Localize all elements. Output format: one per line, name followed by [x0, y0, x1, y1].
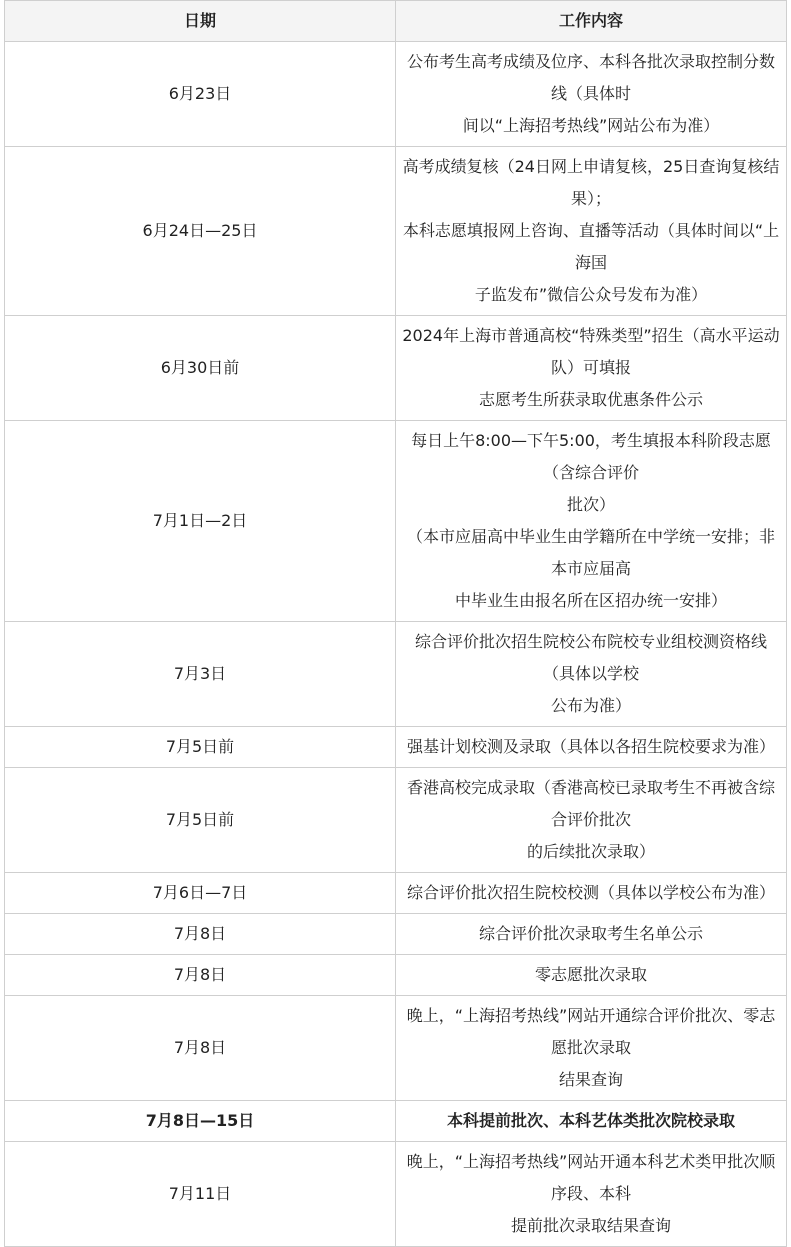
row-work — [396, 996, 787, 1101]
row-work — [396, 727, 787, 768]
row-work — [396, 421, 787, 622]
row-date: 6月24日—25日 — [5, 147, 396, 316]
work-line: 每日上午8:00—下午5:00，考生填报本科阶段志愿（含综合评价 — [411, 431, 771, 482]
table-row — [5, 996, 787, 1101]
table-row — [5, 42, 787, 147]
row-work — [396, 1101, 787, 1142]
table-row — [5, 873, 787, 914]
row-work — [396, 622, 787, 727]
table-row — [5, 1101, 787, 1142]
work-line: 子监发布”微信公众号发布为准） — [474, 285, 708, 304]
work-line: 公布为准） — [550, 696, 631, 715]
row-date: 7月6日—7日 — [5, 873, 396, 914]
work-line: 志愿考生所获录取优惠条件公示 — [478, 390, 703, 409]
admission-schedule-table — [4, 0, 787, 1247]
header-date: 日期 — [5, 1, 396, 42]
work-line: 的后续批次录取） — [526, 842, 655, 861]
header-work: 工作内容 — [396, 1, 787, 42]
work-line: 综合评价批次录取考生名单公示 — [478, 924, 703, 943]
table-row — [5, 727, 787, 768]
row-date: 6月23日 — [5, 42, 396, 147]
work-line: 间以“上海招考热线”网站公布为准） — [462, 116, 720, 135]
row-date: 7月8日 — [5, 955, 396, 996]
table-row — [5, 955, 787, 996]
row-date: 7月8日 — [5, 914, 396, 955]
work-line: 本科提前批次、本科艺体类批次院校录取 — [446, 1111, 735, 1130]
table-row — [5, 768, 787, 873]
row-work — [396, 873, 787, 914]
work-line: 批次） — [566, 495, 615, 514]
work-line: （本市应届高中毕业生由学籍所在中学统一安排；非本市应届高 — [406, 527, 775, 578]
work-line: 提前批次录取结果查询 — [510, 1216, 671, 1235]
row-date: 7月3日 — [5, 622, 396, 727]
work-line: 综合评价批次招生院校校测（具体以学校公布为准） — [406, 883, 775, 902]
row-date: 6月30日前 — [5, 316, 396, 421]
row-date: 7月8日—15日 — [5, 1101, 396, 1142]
row-date: 7月11日 — [5, 1142, 396, 1247]
table-row — [5, 1142, 787, 1247]
row-date: 7月5日前 — [5, 727, 396, 768]
row-work — [396, 1142, 787, 1247]
row-date: 7月1日—2日 — [5, 421, 396, 622]
work-line: 中毕业生由报名所在区招办统一安排） — [454, 591, 727, 610]
table-header-row — [5, 1, 787, 42]
table-row — [5, 622, 787, 727]
row-work — [396, 42, 787, 147]
work-line: 本科志愿填报网上咨询、直播等活动（具体时间以“上海国 — [402, 221, 780, 272]
work-line: 晚上，“上海招考热线”网站开通本科艺术类甲批次顺序段、本科 — [406, 1152, 776, 1203]
work-line: 香港高校完成录取（香港高校已录取考生不再被含综合评价批次 — [406, 778, 775, 829]
work-line: 强基计划校测及录取（具体以各招生院校要求为准） — [406, 737, 775, 756]
table-row — [5, 914, 787, 955]
table-row — [5, 421, 787, 622]
row-work — [396, 147, 787, 316]
work-line: 晚上，“上海招考热线”网站开通综合评价批次、零志愿批次录取 — [406, 1006, 776, 1057]
work-line: 综合评价批次招生院校公布院校专业组校测资格线（具体以学校 — [414, 632, 767, 683]
table-row — [5, 147, 787, 316]
row-date: 7月8日 — [5, 996, 396, 1101]
work-line: 结果查询 — [558, 1070, 623, 1089]
row-work — [396, 914, 787, 955]
work-line: 高考成绩复核（24日网上申请复核，25日查询复核结果）； — [402, 157, 780, 208]
table-row — [5, 316, 787, 421]
row-date: 7月5日前 — [5, 768, 396, 873]
row-work — [396, 768, 787, 873]
work-line: 零志愿批次录取 — [534, 965, 647, 984]
work-line: 2024年上海市普通高校“特殊类型”招生（高水平运动队）可填报 — [402, 326, 780, 377]
row-work — [396, 316, 787, 421]
work-line: 公布考生高考成绩及位序、本科各批次录取控制分数线（具体时 — [406, 52, 775, 103]
row-work — [396, 955, 787, 996]
